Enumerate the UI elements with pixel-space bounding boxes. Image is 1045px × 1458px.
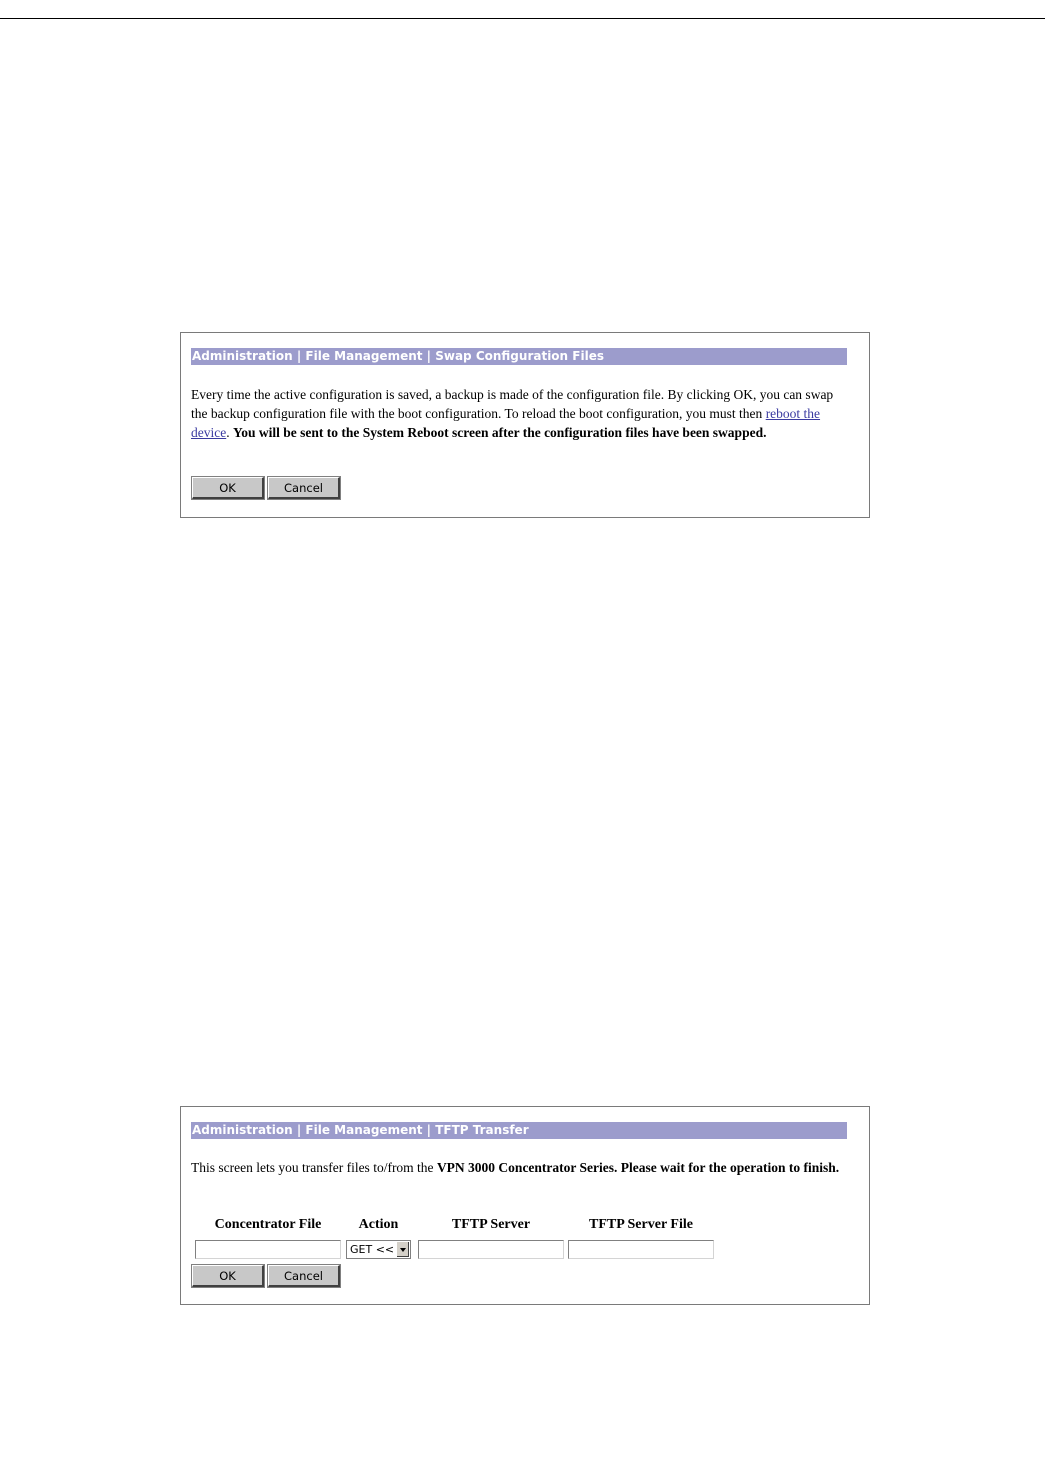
swap-ok-button[interactable]: OK: [192, 477, 264, 499]
concentrator-file-input[interactable]: [195, 1240, 341, 1259]
tftp-server-file-input[interactable]: [568, 1240, 714, 1259]
swap-desc-text: Every time the active configuration is saved, a backup is made of the configuration file. By clicking OK, you can swap the backup configuration file with the boot configuration. To reload the boot configuration, you must then: [191, 387, 834, 421]
action-header: Action: [358, 1217, 399, 1232]
tftp-server-file-header: TFTP Server File: [589, 1217, 693, 1232]
chevron-down-icon[interactable]: [396, 1242, 409, 1257]
swap-desc-bold: You will be sent to the System Reboot screen after the configuration files have been swapped.: [232, 425, 767, 440]
tftp-desc-text: This screen lets you transfer files to/from the: [191, 1160, 437, 1175]
swap-config-panel: [180, 332, 870, 518]
tftp-transfer-title: Administration | File Management | TFTP Transfer: [191, 1122, 847, 1139]
tftp-cancel-button[interactable]: Cancel: [268, 1265, 340, 1287]
swap-config-title: Administration | File Management | Swap Configuration Files: [191, 348, 847, 365]
tftp-desc-bold: VPN 3000 Concentrator Series. Please wait for the operation to finish.: [436, 1160, 840, 1175]
action-select[interactable]: [346, 1240, 411, 1259]
concentrator-file-header: Concentrator File: [214, 1217, 322, 1232]
swap-desc-period: .: [226, 425, 233, 440]
tftp-server-header: TFTP Server: [451, 1217, 531, 1232]
tftp-transfer-panel: [180, 1106, 870, 1305]
swap-cancel-button[interactable]: Cancel: [268, 477, 340, 499]
reboot-device-link[interactable]: reboot the device: [191, 406, 821, 440]
action-selected-value: GET <<: [350, 1243, 395, 1256]
page-header-rule: [0, 18, 1045, 19]
tftp-description: [191, 1158, 851, 1177]
tftp-ok-button[interactable]: OK: [192, 1265, 264, 1287]
tftp-server-input[interactable]: [418, 1240, 564, 1259]
swap-config-description: [191, 385, 851, 442]
